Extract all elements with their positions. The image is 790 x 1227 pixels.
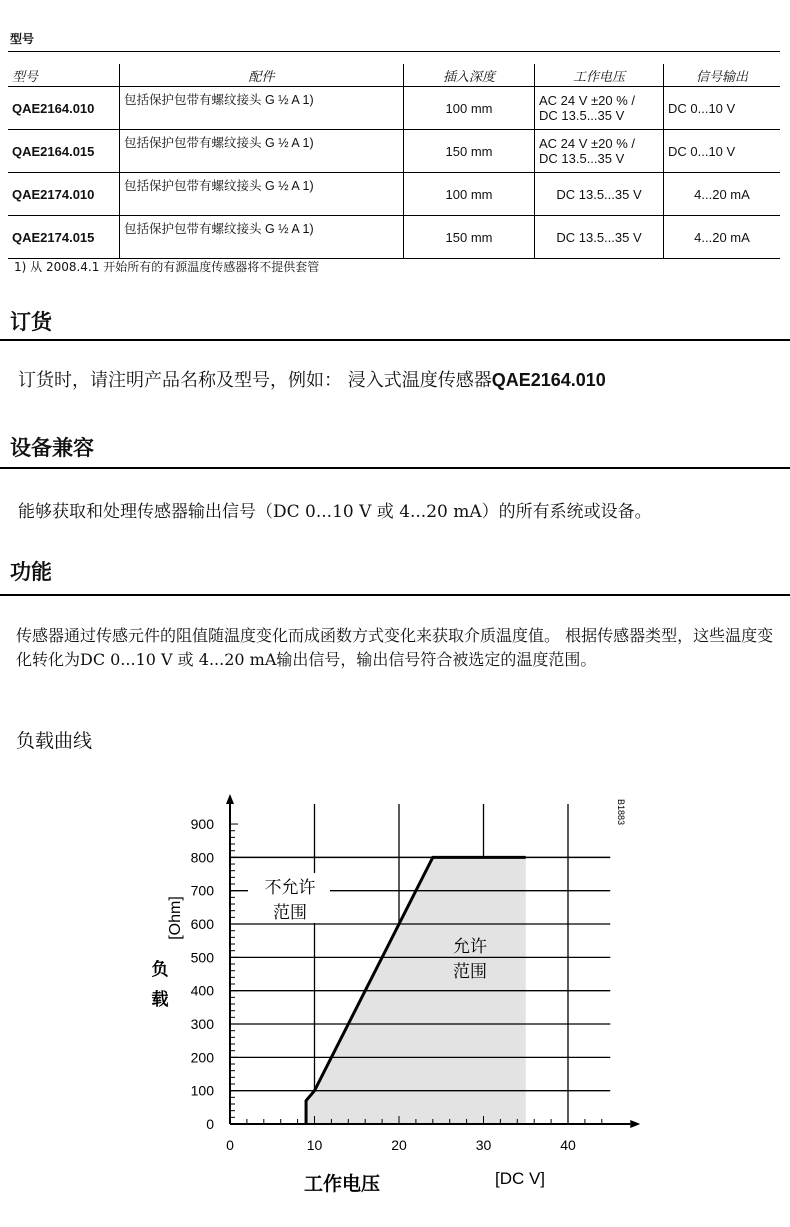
x-axis-arrow xyxy=(630,1120,640,1128)
y-tick-label: 200 xyxy=(190,1049,214,1066)
figure-code: B1883 xyxy=(616,798,626,826)
depth-cell: 100 mm xyxy=(404,173,535,216)
col-header: 配件 xyxy=(120,64,404,87)
section-rule xyxy=(0,594,790,596)
section-title-function: 功能 xyxy=(10,559,52,584)
output-cell: DC 0...10 V xyxy=(664,87,781,130)
section-title-compatibility: 设备兼容 xyxy=(10,435,94,460)
model-cell: QAE2164.015 xyxy=(8,130,120,173)
col-header: 信号输出 xyxy=(664,64,781,87)
section-rule xyxy=(0,467,790,469)
divider xyxy=(8,51,780,52)
voltage-cell xyxy=(535,130,664,173)
y-axis-arrow xyxy=(226,794,234,804)
ordering-text xyxy=(18,366,606,392)
table-row xyxy=(8,130,780,173)
y-tick-label: 400 xyxy=(190,982,214,999)
footnote: 1) 从 2008.4.1 开始所有的有源温度传感器将不提供套管 xyxy=(14,260,320,274)
section-rule xyxy=(0,339,790,341)
y-axis-label: 载 xyxy=(151,990,169,1009)
voltage-cell: DC 13.5...35 V xyxy=(535,173,664,216)
ordering-sentence: 订货时，请注明产品名称及型号，例如： 浸入式温度传感器 xyxy=(18,370,492,391)
accessory-cell: 包括保护包带有螺纹接头 G ½ A 1) xyxy=(120,130,404,173)
x-axis-unit: [DC V] xyxy=(494,1169,546,1188)
x-tick-label: 20 xyxy=(391,1137,407,1153)
depth-cell: 100 mm xyxy=(404,87,535,130)
depth-cell: 150 mm xyxy=(404,130,535,173)
x-tick-label: 0 xyxy=(226,1137,234,1153)
col-header: 插入深度 xyxy=(404,64,535,87)
model-cell: QAE2174.010 xyxy=(8,173,120,216)
col-header: 工作电压 xyxy=(535,64,664,87)
accessory-cell: 包括保护包带有螺纹接头 G ½ A 1) xyxy=(120,173,404,216)
x-axis-label: 工作电压 xyxy=(303,1174,381,1195)
ordering-example: QAE2164.010 xyxy=(491,370,606,390)
voltage-line: DC 13.5...35 V xyxy=(539,151,625,166)
model-table xyxy=(8,64,780,259)
table-row xyxy=(8,173,780,216)
table-row xyxy=(8,216,780,259)
voltage-cell: DC 13.5...35 V xyxy=(535,216,664,259)
accessory-cell: 包括保护包带有螺纹接头 G ½ A 1) xyxy=(120,87,404,130)
y-tick-label: 0 xyxy=(206,1116,214,1132)
output-cell: 4...20 mA xyxy=(664,173,781,216)
x-tick-label: 10 xyxy=(306,1137,323,1153)
table-header-row xyxy=(8,64,780,87)
model-cell: QAE2164.010 xyxy=(8,87,120,130)
not-allowed-label: 不允许 xyxy=(264,878,316,897)
load-curve-chart xyxy=(0,780,790,1227)
y-tick-label: 500 xyxy=(190,949,214,966)
depth-cell: 150 mm xyxy=(404,216,535,259)
voltage-line: DC 13.5...35 V xyxy=(539,108,625,123)
allowed-label: 允许 xyxy=(453,937,487,956)
voltage-line: AC 24 V ±20 % / xyxy=(539,93,636,108)
y-tick-label: 600 xyxy=(190,916,214,933)
compatibility-text: 能够获取和处理传感器输出信号（DC 0...10 V 或 4...20 mA）的所有系统或设备。 xyxy=(18,502,652,522)
table-row xyxy=(8,87,780,130)
voltage-line: AC 24 V ±20 % / xyxy=(539,136,636,151)
y-tick-label: 900 xyxy=(190,816,214,833)
x-tick-label: 40 xyxy=(560,1137,576,1153)
accessory-cell: 包括保护包带有螺纹接头 G ½ A 1) xyxy=(120,216,404,259)
table-caption: 型号 xyxy=(10,32,35,46)
y-tick-label: 800 xyxy=(190,849,214,866)
section-title-ordering: 订货 xyxy=(10,309,52,334)
y-axis-unit: [Ohm] xyxy=(167,896,184,940)
y-tick-label: 700 xyxy=(190,882,214,899)
load-curve-title: 负载曲线 xyxy=(16,730,93,752)
not-allowed-label: 范围 xyxy=(273,903,307,922)
y-tick-label: 300 xyxy=(190,1016,214,1033)
allowed-label: 范围 xyxy=(453,962,487,981)
function-text: 传感器通过传感元件的阻值随温度变化而成函数方式变化来获取介质温度值。 根据传感器类型，这些温度变化转化为DC 0...10 V 或 4...20 mA输出信号，输出信号符合被选定的温度范围。 xyxy=(16,626,774,669)
output-cell: DC 0...10 V xyxy=(664,130,781,173)
output-cell: 4...20 mA xyxy=(664,216,781,259)
x-tick-label: 30 xyxy=(475,1137,492,1153)
model-cell: QAE2174.015 xyxy=(8,216,120,259)
y-tick-label: 100 xyxy=(190,1082,214,1099)
col-header: 型号 xyxy=(8,64,120,87)
voltage-cell xyxy=(535,87,664,130)
y-axis-label: 负 xyxy=(151,960,169,979)
